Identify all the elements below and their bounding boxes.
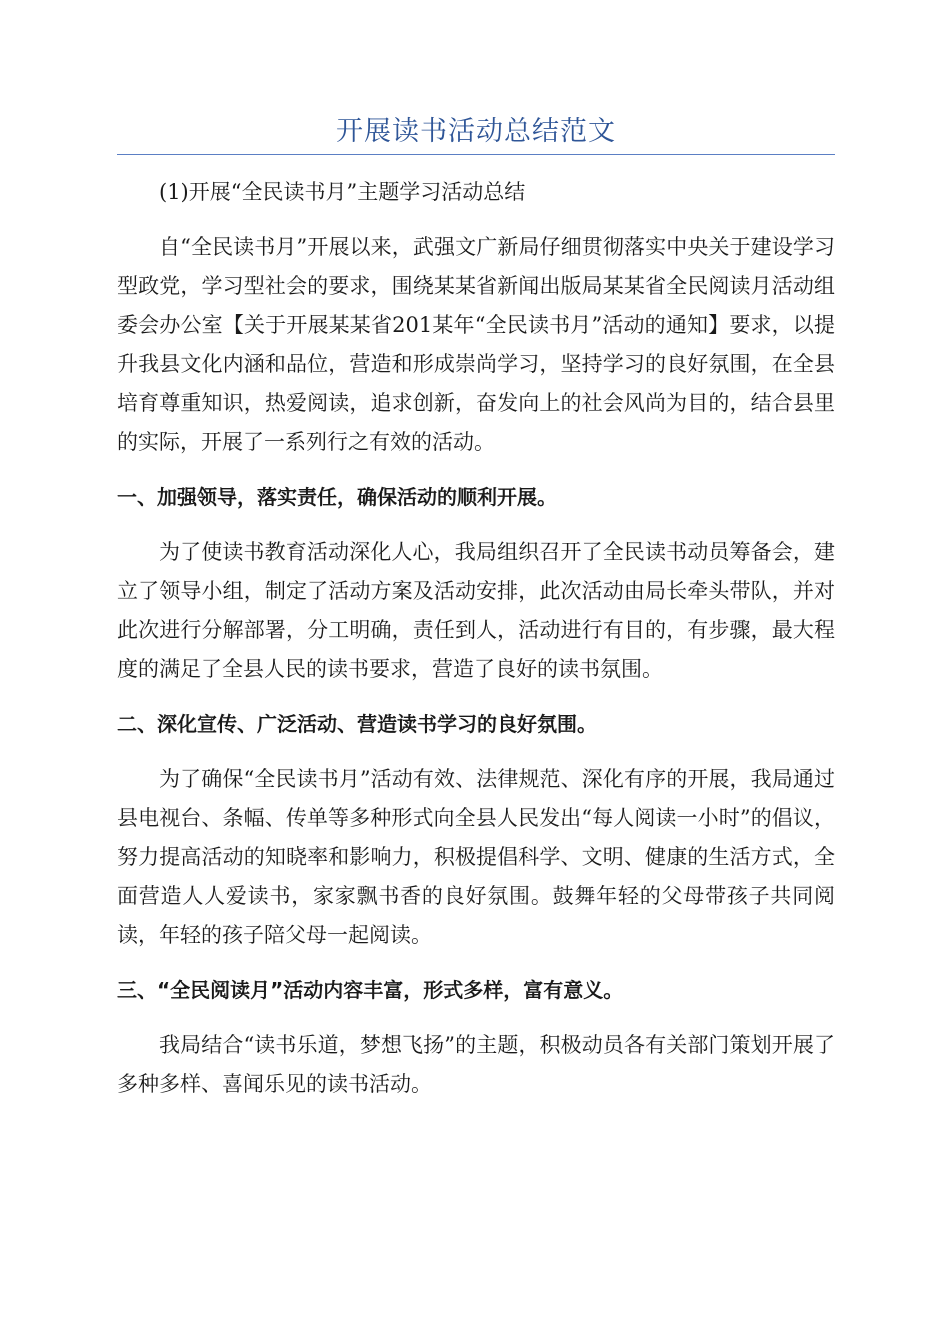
section-heading-1: 一、加强领导，落实责任，确保活动的顺利开展。	[117, 485, 557, 509]
document-body	[117, 173, 835, 1120]
document-title: 开展读书活动总结范文	[336, 116, 616, 147]
section-body-3: 我局结合“读书乐道，梦想飞扬”的主题，积极动员各有关部门策划开展了多种多样、喜闻乐见的读书活动。	[117, 1033, 835, 1096]
section-body-2: 为了确保“全民读书月”活动有效、法律规范、深化有序的开展，我局通过县电视台、条幅、传单等多种形式向全县人民发出“每人阅读一小时”的倡议，努力提高活动的知晓率和影响力，积极提倡科学、文明、健康的生活方式，全面营造人人爱读书，家家飘书香的良好氛围。鼓舞年轻的父母带孩子共同阅读，年轻的孩子陪父母一起阅读。	[117, 767, 835, 947]
intro-paragraph: 自“全民读书月”开展以来，武强文广新局仔细贯彻落实中央关于建设学习型政党，学习型社会的要求，围绕某某省新闻出版局某某省全民阅读月活动组委会办公室【关于开展某某省201某年“全民读书月”活动的通知】要求，以提升我县文化内涵和品位，营造和形成崇尚学习，坚持学习的良好氛围，在全县培育尊重知识，热爱阅读，追求创新，奋发向上的社会风尚为目的，结合县里的实际，开展了一系列行之有效的活动。	[117, 235, 835, 454]
section-heading-3: 三、“全民阅读月”活动内容丰富，形式多样，富有意义。	[117, 978, 624, 1002]
title-underline	[117, 154, 835, 155]
section-heading-2: 二、深化宣传、广泛活动、营造读书学习的良好氛围。	[117, 712, 597, 736]
subheading: (1)开展“全民读书月”主题学习活动总结	[159, 180, 526, 204]
section-body-1: 为了使读书教育活动深化人心，我局组织召开了全民读书动员筹备会，建立了领导小组，制定了活动方案及活动安排，此次活动由局长牵头带队，并对此次进行分解部署，分工明确，责任到人，活动进行有目的，有步骤，最大程度的满足了全县人民的读书要求，营造了良好的读书氛围。	[117, 540, 835, 681]
